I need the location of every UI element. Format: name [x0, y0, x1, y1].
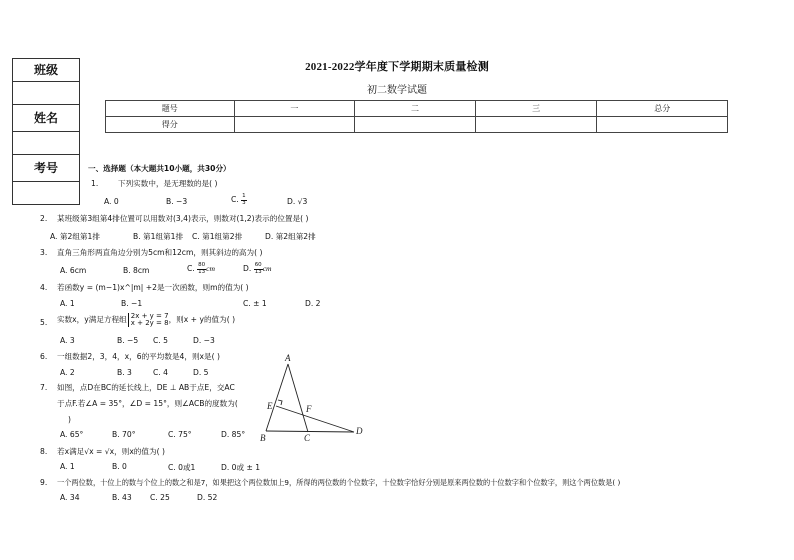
q9-stem: 一个两位数，十位上的数与个位上的数之和是7，如果把这个两位数加上9，所得的两位数的个位数字，十位数字恰好分别是原来两位数的十位数字和个位数字，则这个两位数是( ) — [57, 478, 621, 487]
q3-number: 3. — [40, 248, 48, 257]
q6-option-d[interactable]: D. 5 — [193, 368, 209, 377]
q3-option-d[interactable] — [243, 263, 272, 275]
equation-1: 2x + y = 7 — [130, 312, 169, 320]
q3-option-d-label: D. — [243, 264, 252, 273]
q8-option-d[interactable]: D. 0或 ± 1 — [221, 463, 261, 472]
q5-stem-post: ，则x + y的值为( ) — [168, 315, 236, 324]
score-header-cell: 二 — [355, 101, 476, 117]
frac-denominator: 13 — [254, 268, 262, 275]
q2-number: 2. — [40, 214, 48, 223]
q5-option-c[interactable]: C. 5 — [153, 336, 168, 345]
q2-option-d[interactable]: D. 第2组第2排 — [265, 232, 316, 241]
label-c: C — [304, 433, 311, 443]
unit: cm — [206, 264, 215, 273]
score-header-cell: 题号 — [106, 101, 235, 117]
q1-number: 1. — [91, 179, 99, 188]
score-table-header-row — [106, 101, 728, 117]
q4-option-c[interactable]: C. ± 1 — [243, 299, 267, 308]
q5-option-b[interactable]: B. −5 — [117, 336, 139, 345]
q2-stem: 某班级第3组第4排位置可以用数对(3,4)表示，则数对(1,2)表示的位置是( ) — [57, 214, 309, 223]
q6-option-a[interactable]: A. 2 — [60, 368, 75, 377]
q9-number: 9. — [40, 478, 48, 487]
q9-option-c[interactable]: C. 25 — [150, 493, 170, 502]
q5-stem-pre: 实数x，y满足方程组 — [57, 315, 127, 324]
q8-option-a[interactable]: A. 1 — [60, 462, 75, 471]
frac-denominator: 13 — [198, 268, 206, 275]
equation-system — [128, 313, 169, 327]
q6-option-c[interactable]: C. 4 — [153, 368, 168, 377]
label-b: B — [260, 433, 266, 443]
score-cell[interactable] — [475, 117, 597, 133]
q5-stem — [57, 313, 235, 327]
q6-number: 6. — [40, 352, 48, 361]
score-cell[interactable] — [597, 117, 728, 133]
q3-option-c-label: C. — [187, 264, 195, 273]
q3-option-b[interactable]: B. 8cm — [123, 266, 150, 275]
page-title: 2021-2022学年度下学期期末质量检测 — [305, 61, 489, 73]
segment-ac — [288, 364, 308, 432]
page-subtitle: 初二数学试题 — [367, 85, 427, 96]
frac-numerator: 60 — [254, 262, 262, 268]
triangle-figure — [258, 352, 368, 444]
label-d: D — [356, 426, 363, 436]
q9-option-a[interactable]: A. 34 — [60, 493, 80, 502]
q7-number: 7. — [40, 383, 48, 392]
score-header-cell: 总分 — [597, 101, 728, 117]
unit: cm — [262, 264, 272, 273]
q4-stem: 若函数y = (m−1)x^|m| +2是一次函数，则m的值为( ) — [57, 283, 249, 292]
q1-option-b[interactable]: B. −3 — [166, 197, 188, 206]
frac-denominator: 3 — [242, 199, 246, 206]
segment-ab — [266, 364, 288, 431]
q5-number: 5. — [40, 318, 48, 327]
score-header-cell: 三 — [475, 101, 597, 117]
label-e: E — [267, 401, 273, 411]
q7-option-a[interactable]: A. 65° — [60, 430, 84, 439]
name-field[interactable] — [13, 132, 79, 155]
class-label: 班级 — [13, 59, 79, 82]
name-label: 姓名 — [13, 105, 79, 132]
q4-number: 4. — [40, 283, 48, 292]
q6-option-b[interactable]: B. 3 — [117, 368, 132, 377]
q7-stem-line3: ) — [68, 415, 71, 424]
score-cell[interactable] — [355, 117, 476, 133]
q7-option-d[interactable]: D. 85° — [221, 430, 246, 439]
q4-option-a[interactable]: A. 1 — [60, 299, 75, 308]
score-header-cell: 一 — [234, 101, 355, 117]
equation-2: x + 2y = 8 — [130, 319, 169, 327]
q3-option-a[interactable]: A. 6cm — [60, 266, 87, 275]
label-a: A — [285, 353, 291, 363]
frac-numerator: 80 — [198, 262, 206, 268]
q3-option-c-fraction — [197, 263, 206, 275]
q4-option-b[interactable]: B. −1 — [121, 299, 143, 308]
score-table-score-row — [106, 117, 728, 133]
q1-stem: 下列实数中，是无理数的是( ) — [118, 179, 218, 188]
q1-option-c-fraction — [241, 194, 247, 206]
exam-number-label: 考号 — [13, 155, 79, 182]
q5-option-d[interactable]: D. −3 — [193, 336, 215, 345]
q2-option-a[interactable]: A. 第2组第1排 — [50, 232, 100, 241]
q1-option-d[interactable]: D. √3 — [287, 197, 308, 206]
segment-de — [276, 406, 354, 432]
score-row-label: 得分 — [106, 117, 235, 133]
section-title: 一、选择题（本大题共10小题，共30分） — [88, 164, 231, 173]
q4-option-d[interactable]: D. 2 — [305, 299, 321, 308]
exam-number-field[interactable] — [13, 182, 79, 204]
q7-stem-line1: 如图，点D在BC的延长线上，DE ⊥ AB于点E，交AC — [57, 383, 235, 392]
q8-number: 8. — [40, 447, 48, 456]
q8-option-b[interactable]: B. 0 — [112, 462, 127, 471]
q3-option-c[interactable] — [187, 263, 215, 275]
label-f: F — [306, 404, 312, 414]
q9-option-b[interactable]: B. 43 — [112, 493, 132, 502]
q8-stem: 若x满足√x = √x，则x的值为( ) — [57, 447, 165, 456]
q7-option-b[interactable]: B. 70° — [112, 430, 136, 439]
score-table — [105, 100, 728, 133]
q9-option-d[interactable]: D. 52 — [197, 493, 218, 502]
q6-stem: 一组数据2，3，4，x，6的平均数是4，则x是( ) — [57, 352, 220, 361]
q1-option-c-label: C. — [231, 195, 239, 204]
right-angle-mark — [278, 400, 282, 405]
segment-bd — [266, 431, 354, 432]
q1-option-a[interactable]: A. 0 — [104, 197, 119, 206]
q2-option-c[interactable]: C. 第1组第2排 — [192, 232, 243, 241]
q3-option-d-fraction — [254, 263, 263, 275]
q8-option-c[interactable]: C. 0或1 — [168, 463, 196, 472]
q5-option-a[interactable]: A. 3 — [60, 336, 75, 345]
frac-numerator: 1 — [242, 193, 246, 199]
q3-stem: 直角三角形两直角边分别为5cm和12cm，则其斜边的高为( ) — [57, 248, 263, 257]
q7-option-c[interactable]: C. 75° — [168, 430, 192, 439]
q2-option-b[interactable]: B. 第1组第1排 — [133, 232, 184, 241]
q1-option-c[interactable] — [231, 194, 247, 206]
score-cell[interactable] — [234, 117, 355, 133]
q7-stem-line2: 于点F.若∠A = 35°，∠D = 15°，则∠ACB的度数为( — [57, 399, 238, 408]
